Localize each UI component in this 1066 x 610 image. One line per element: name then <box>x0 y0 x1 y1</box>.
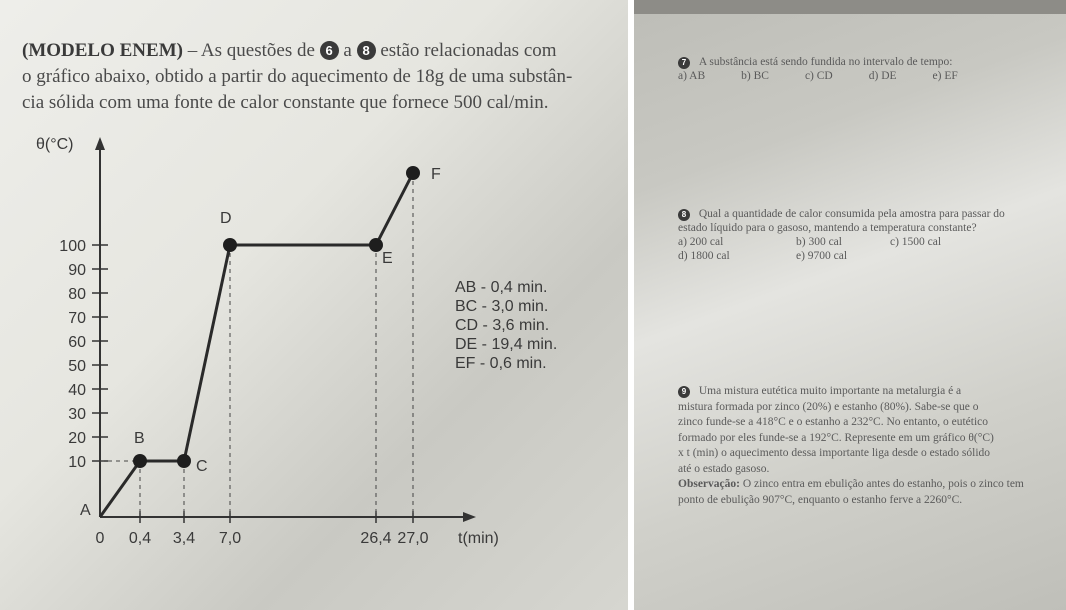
question-7 <box>678 55 1062 83</box>
x-tick-label: 0 <box>95 530 105 547</box>
model-label: (MODELO ENEM) <box>22 40 183 61</box>
point-c <box>177 454 191 468</box>
question-number: 7 <box>678 57 690 69</box>
point-label-c: C <box>196 458 208 475</box>
option-d: d) DE <box>868 70 897 82</box>
question-line: Uma mistura eutética muito importante na metalurgia é a <box>698 385 962 397</box>
y-axis-arrow <box>95 137 105 150</box>
y-tick-label: 30 <box>68 406 86 423</box>
option-e: e) 9700 cal <box>796 250 848 262</box>
intro-text: – As questões de <box>187 40 315 61</box>
page-edge <box>634 0 1066 14</box>
connector-text: a <box>343 40 352 61</box>
x-axis-arrow <box>463 512 476 522</box>
x-tick-label: 27,0 <box>397 530 429 547</box>
legend-item: BC - 3,0 min. <box>455 298 549 315</box>
question-text: A substância está sendo fundida no intervalo de tempo: <box>698 56 953 68</box>
intro-text-2: estão relacionadas com <box>380 40 557 61</box>
point-b <box>133 454 147 468</box>
intro-line-3: cia sólida com uma fonte de calor constante que fornece 500 cal/min. <box>22 92 549 113</box>
point-e <box>369 238 383 252</box>
point-label-a: A <box>80 502 91 519</box>
observation-text-2: ponto de ebulição 907°C, enquanto o estanho ferve a 2260°C. <box>678 493 963 506</box>
option-d: d) 1800 cal <box>678 250 730 262</box>
x-tick-label: 3,4 <box>172 530 196 547</box>
y-tick-label: 60 <box>68 334 86 351</box>
point-f <box>406 166 420 180</box>
option-b: b) BC <box>741 70 769 82</box>
right-page <box>634 0 1066 610</box>
option-e: e) EF <box>932 70 958 82</box>
point-label-b: B <box>134 430 145 447</box>
option-b: b) 300 cal <box>796 236 842 248</box>
point-d <box>223 238 237 252</box>
question-line: zinco funde-se a 418°C e o estanho a 232°C. No entanto, o eutético <box>678 416 989 428</box>
y-tick-label: 70 <box>68 310 86 327</box>
question-number: 8 <box>678 209 690 221</box>
question-line-2: estado líquido para o gasoso, mantendo a temperatura constante? <box>678 222 977 234</box>
option-a: a) 200 cal <box>678 236 724 248</box>
observation-label: Observação: <box>678 478 740 490</box>
legend-item: AB - 0,4 min. <box>455 279 548 296</box>
y-tick-label: 40 <box>68 382 86 399</box>
y-tick-label: 80 <box>68 286 86 303</box>
legend-item: DE - 19,4 min. <box>455 336 558 353</box>
question-8 <box>678 207 1062 263</box>
option-c: c) 1500 cal <box>890 236 942 248</box>
y-tick-label: 20 <box>68 430 86 447</box>
question-line: mistura formada por zinco (20%) e estanho (80%). Sabe-se que o <box>678 400 979 413</box>
y-tick-label: 10 <box>68 454 86 471</box>
question-line: x t (min) o aquecimento dessa importante liga desde o estado sólido <box>678 447 991 459</box>
question-number: 9 <box>678 386 690 398</box>
question-line: formado por eles funde-se a 192°C. Represente em um gráfico θ(°C) <box>678 431 994 444</box>
option-c: c) CD <box>804 70 833 82</box>
y-tick-label: 90 <box>68 262 86 279</box>
question-9 <box>678 384 1062 508</box>
intro-line-2: o gráfico abaixo, obtido a partir do aquecimento de 18g de uma substân- <box>22 66 573 87</box>
question-number-end: 8 <box>357 41 376 60</box>
question-number-start: 6 <box>320 41 339 60</box>
question-header <box>22 38 612 116</box>
y-tick-label: 100 <box>59 238 86 255</box>
observation-text: O zinco entra em ebulição antes do estanho, pois o zinco tem <box>742 478 1024 490</box>
point-label-d: D <box>220 210 232 227</box>
x-axis-label: t(min) <box>458 530 499 547</box>
option-a: a) AB <box>678 70 706 82</box>
question-line: até o estado gasoso. <box>678 462 770 475</box>
chart-legend <box>455 278 557 373</box>
y-tick-label: 50 <box>68 358 86 375</box>
x-tick-label: 7,0 <box>218 530 242 547</box>
legend-item: CD - 3,6 min. <box>455 317 550 334</box>
heating-curve <box>100 173 413 517</box>
x-tick-label: 0,4 <box>128 530 152 547</box>
x-tick-label: 26,4 <box>360 530 392 547</box>
question-line-1: Qual a quantidade de calor consumida pela amostra para passar do <box>698 208 1005 220</box>
point-label-e: E <box>382 250 393 267</box>
legend-item: EF - 0,6 min. <box>455 355 547 372</box>
y-axis-label: θ(°C) <box>36 136 74 153</box>
point-label-f: F <box>431 166 441 183</box>
